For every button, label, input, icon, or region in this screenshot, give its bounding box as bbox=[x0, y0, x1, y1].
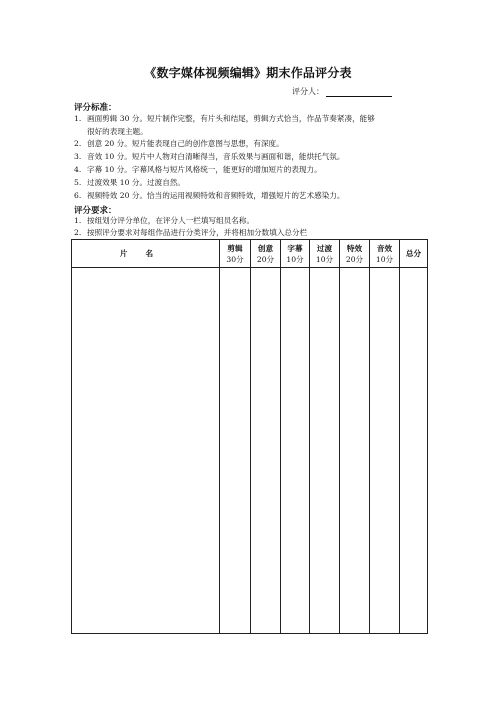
header-editing: 剪辑 30分 bbox=[220, 240, 251, 268]
table-header-row bbox=[72, 240, 428, 268]
criteria-text: 视频特效 20 分。恰当的运用视频特效和音频特效，增强短片的艺术感染力。 bbox=[87, 191, 345, 200]
cell-total[interactable] bbox=[400, 268, 428, 634]
criteria-text: 音效 10 分。短片中人物对白清晰得当，音乐效果与画面和谐，能烘托气氛。 bbox=[87, 152, 345, 161]
score-table bbox=[71, 239, 428, 634]
criteria-text: 画面剪辑 30 分。短片制作完整，有片头和结尾，剪辑方式恰当，作品节奏紧凑，能够 bbox=[87, 114, 375, 123]
header-effects: 特效 20分 bbox=[340, 240, 370, 268]
criteria-number: 2. bbox=[74, 139, 82, 148]
table-body-row bbox=[72, 268, 428, 634]
criteria-number: 6. bbox=[74, 191, 82, 200]
criteria-text: 创意 20 分。短片能表现自己的创作意图与思想，有深度。 bbox=[87, 139, 284, 148]
header-creativity: 创意 20分 bbox=[251, 240, 281, 268]
criteria-number: 3. bbox=[74, 152, 82, 161]
criteria-item bbox=[74, 113, 426, 138]
criteria-text: 过渡效果 10 分。过渡自然。 bbox=[87, 178, 186, 187]
cell-editing[interactable] bbox=[220, 268, 251, 634]
requirement-item bbox=[74, 227, 307, 240]
cell-film-name[interactable] bbox=[72, 268, 220, 634]
cell-subtitles[interactable] bbox=[281, 268, 310, 634]
requirement-number: 1. bbox=[74, 216, 82, 225]
requirement-text: 按照评分要求对每组作品进行分类评分，并将相加分数填入总分栏 bbox=[87, 228, 308, 237]
criteria-item bbox=[74, 138, 284, 151]
grader-field bbox=[292, 86, 392, 97]
cell-sound[interactable] bbox=[370, 268, 400, 634]
criteria-item bbox=[74, 177, 185, 190]
criteria-number: 5. bbox=[74, 178, 82, 187]
header-total: 总分 bbox=[400, 240, 428, 268]
criteria-number: 1. bbox=[74, 114, 82, 123]
requirement-number: 2. bbox=[74, 228, 82, 237]
criteria-text-continued: 很好的表现主题。 bbox=[87, 126, 148, 136]
criteria-number: 4. bbox=[74, 165, 82, 174]
header-transitions: 过渡 10分 bbox=[310, 240, 340, 268]
criteria-text: 字幕 10 分。字幕风格与短片风格统一，能更好的增加短片的表现力。 bbox=[87, 165, 322, 174]
criteria-heading: 评分标准： bbox=[74, 103, 117, 113]
grader-label: 评分人： bbox=[292, 87, 324, 96]
header-film-name: 片名 bbox=[72, 240, 220, 268]
header-sound: 音效 10分 bbox=[370, 240, 400, 268]
cell-transitions[interactable] bbox=[310, 268, 340, 634]
criteria-item bbox=[74, 164, 322, 177]
cell-effects[interactable] bbox=[340, 268, 370, 634]
requirement-text: 按组划分评分单位，在评分人一栏填写组员名称。 bbox=[87, 216, 255, 225]
criteria-item bbox=[74, 151, 345, 164]
criteria-item bbox=[74, 190, 345, 203]
requirements-heading: 评分要求： bbox=[74, 206, 117, 216]
requirement-item bbox=[74, 215, 254, 228]
cell-creativity[interactable] bbox=[251, 268, 281, 634]
document-title: 《数字媒体视频编辑》期末作品评分表 bbox=[144, 66, 352, 80]
grader-blank-line[interactable] bbox=[326, 96, 392, 97]
header-subtitles: 字幕 10分 bbox=[281, 240, 310, 268]
